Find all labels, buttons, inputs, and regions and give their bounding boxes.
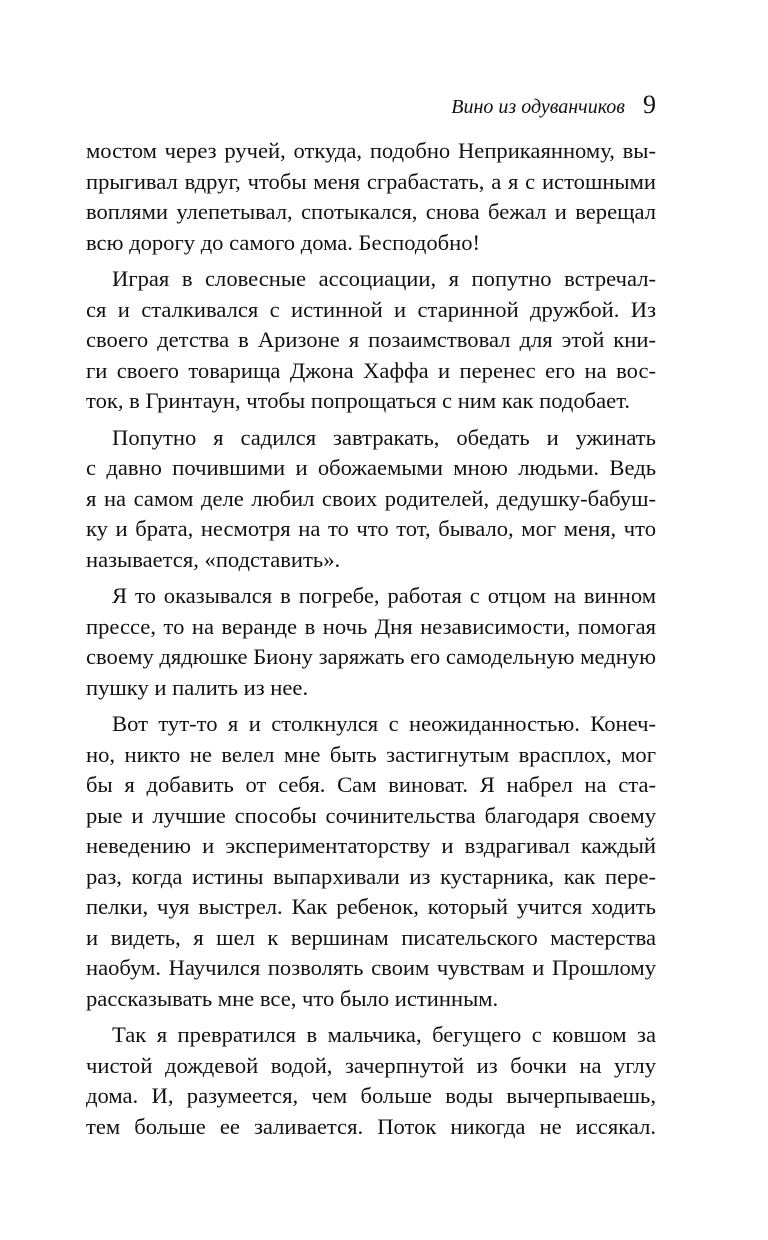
text-line: мостом через ручей, откуда, подобно Неприкаянному, вы-: [86, 138, 656, 163]
text-line: ги своего товарища Джона Хаффа и перенес его на вос-: [86, 357, 656, 383]
text-line: Я то оказывался в погребе, работая с отцом на винном: [112, 583, 656, 608]
text-line: прессе, то на веранде в ночь Дня независимости, помогая: [86, 613, 656, 639]
paragraph: [86, 581, 656, 703]
text-line: всю дорогу до самого дома. Бесподобно!: [86, 229, 481, 255]
running-title: Вино из одуванчиков: [451, 96, 625, 118]
text-line: дома. И, разумеется, чем больше воды вычерпываешь,: [86, 1083, 656, 1108]
body-text: [86, 136, 656, 1142]
paragraph: [86, 423, 656, 576]
paragraph: [86, 136, 656, 258]
running-header: [451, 90, 656, 120]
text-line: рые и лучшие способы сочинительства благодаря своему: [86, 802, 656, 828]
text-line: неведению и экспериментаторству и вздрагивал каждый: [86, 833, 656, 858]
text-line: своего детства в Аризоне я позаимствовал для этой кни-: [86, 327, 656, 352]
text-line: ток, в Гринтаун, чтобы попрощаться с ним как подобает.: [86, 388, 631, 413]
text-line: чистой дождевой водой, зачерпнутой из бочки на углу: [86, 1052, 656, 1078]
text-line: Попутно я садился завтракать, обедать и ужинать: [112, 424, 656, 450]
text-line: с давно почившими и обожаемыми мною людьми. Ведь: [86, 455, 656, 480]
text-line: Вот тут-то я и столкнулся с неожиданностью. Конеч-: [112, 711, 656, 736]
text-line: бы я добавить от себя. Сам виноват. Я набрел на ста-: [86, 772, 656, 797]
text-line: пушку и палить из нее.: [86, 674, 309, 700]
text-line: своему дядюшке Биону заряжать его самодельную медную: [86, 644, 656, 669]
paragraph: [86, 264, 656, 417]
paragraph: [86, 1020, 656, 1142]
text-line: прыгивал вдруг, чтобы меня сграбастать, а я с истошными: [86, 168, 656, 194]
text-line: раз, когда истины выпархивали из кустарника, как пере-: [86, 863, 656, 889]
text-line: пелки, чуя выстрел. Как ребенок, который учится ходить: [86, 894, 656, 919]
text-line: я на самом деле любил своих родителей, дедушку-бабуш-: [86, 485, 656, 511]
page-number: 9: [643, 90, 656, 119]
text-line: называется, «подставить».: [86, 546, 341, 572]
text-line: ся и сталкивался с истинной и старинной дружбой. Из: [86, 296, 656, 322]
text-line: рассказывать мне все, что было истинным.: [86, 985, 499, 1011]
paragraph: [86, 709, 656, 1014]
text-line: Так я превратился в мальчика, бегущего с ковшом за: [112, 1022, 656, 1047]
text-line: тем больше ее заливается. Поток никогда не иссякал.: [86, 1113, 656, 1139]
text-line: Играя в словесные ассоциации, я попутно встречал-: [112, 266, 656, 291]
text-line: но, никто не велел мне быть застигнутым врасплох, мог: [86, 741, 656, 767]
text-line: ку и брата, несмотря на то что тот, бывало, мог меня, что: [86, 516, 656, 541]
text-line: воплями улепетывал, спотыкался, снова бежал и верещал: [86, 199, 656, 224]
text-line: и видеть, я шел к вершинам писательского мастерства: [86, 924, 656, 950]
text-line: наобум. Научился позволять своим чувствам и Прошлому: [86, 955, 656, 980]
